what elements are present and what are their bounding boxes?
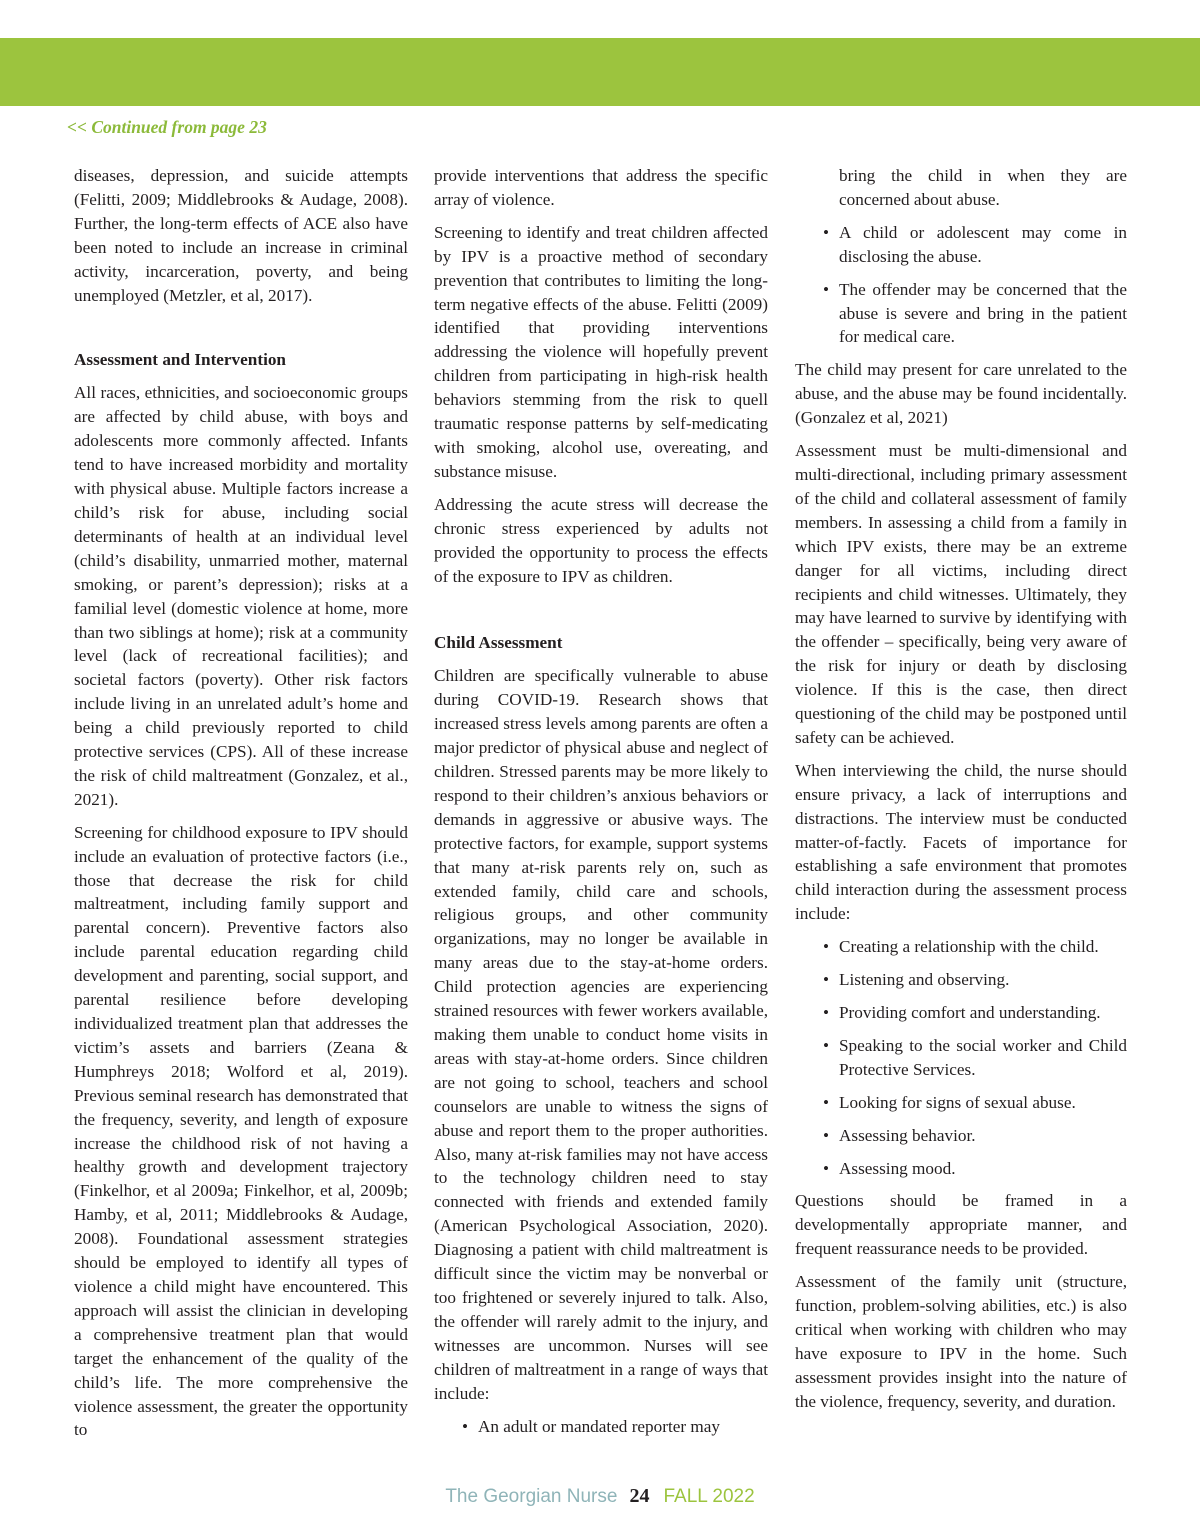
list-item-text: A child or adolescent may come in disclosing the abuse. bbox=[839, 222, 1127, 266]
paragraph: Screening to identify and treat children affected by IPV is a proactive method of secondary prevention that contributes to limiting the long-term negative effects of the abuse. Felitti (2009) identified that providing interventions addressing the violence will hopefully prevent children from participating in high-risk health behaviors stemming from the risk to quell traumatic response patterns by self-medicating with smoking, alcohol use, overeating, and substance misuse. bbox=[434, 222, 768, 481]
continued-from-link[interactable]: << Continued from page 23 bbox=[67, 117, 267, 137]
list-item-continuation: bring the child in when they are concerned about abuse. bbox=[839, 166, 1127, 209]
paragraph: All races, ethnicities, and socioeconomic groups are affected by child abuse, with boys and adolescents more commonly affected. Infants tend to have increased morbidity and mortality with physical abuse. Multiple factors increase a child’s risk for abuse, including social determinants of health at an individual level (child’s disability, unmarried mother, maternal smoking, or parent’s depression); risks at a familial level (domestic violence at home, more than two siblings at home); risk at a community level (lack of recreational facilities); and societal factors (poverty). Other risk factors include living in an unrelated adult’s home and being a child previously reported to child protective services (CPS). All of these increase the risk of child maltreatment (Gonzalez, et al., 2021). bbox=[74, 383, 408, 809]
list-item bbox=[795, 1091, 1127, 1115]
list-item-text: Looking for signs of sexual abuse. bbox=[839, 1092, 1076, 1112]
list-item bbox=[795, 968, 1127, 992]
header-color-band bbox=[0, 38, 1200, 106]
bullet-icon: • bbox=[823, 279, 830, 299]
list-item-text: The offender may be concerned that the abuse is severe and bring in the patient for medical care. bbox=[839, 279, 1127, 347]
bullet-icon: • bbox=[823, 1003, 830, 1022]
paragraph: diseases, depression, and suicide attempts (Felitti, 2009; Middlebrooks & Audage, 2008). Further, the long-term effects of ACE also have been noted to include an increase in criminal activity, incarceration, poverty, and being unemployed (Metzler, et al, 2017). bbox=[74, 166, 408, 305]
list-item bbox=[795, 1034, 1127, 1082]
paragraph: Screening for childhood exposure to IPV should include an evaluation of protective factors (i.e., those that decrease the risk for child maltreatment, including family support and parental concern). Preventive factors also include parental education regarding child development and parenting, social support, and parental resilience before developing individualized treatment plan that addresses the victim’s assets and barriers (Zeana & Humphreys 2018; Wolford et al, 2019). Previous seminal research has demonstrated that the frequency, severity, and length of exposure increase the childhood risk of not having a healthy growth and development trajectory (Finkelhor, et al 2009a; Finkelhor, et al, 2009b; Hamby, et al, 2011; Middlebrooks & Audage, 2008). Foundational assessment strategies should be employed to identify all types of violence a child might have encountered. This approach will assist the clinician in developing a comprehensive treatment plan that would target the enhancement of the quality of the child’s life. The more comprehensive the violence assessment, the greater the opportunity to bbox=[74, 822, 408, 1440]
bullet-icon: • bbox=[823, 937, 830, 957]
paragraph: When interviewing the child, the nurse should ensure privacy, a lack of interruptions and distractions. The interview must be conducted matter-of-factly. Facets of importance for establishing a safe environment that promotes child interaction during the assessment process include: bbox=[795, 760, 1127, 924]
section-heading-child-assessment: Child Assessment bbox=[434, 633, 563, 653]
publication-name: The Georgian Nurse bbox=[445, 1486, 618, 1507]
bullet-icon: • bbox=[823, 1158, 830, 1178]
column-2 bbox=[434, 164, 768, 1447]
bullet-icon: • bbox=[462, 1416, 469, 1436]
list-item-text: Assessing behavior. bbox=[839, 1125, 976, 1145]
page-number: 24 bbox=[629, 1485, 650, 1507]
bullet-icon: • bbox=[823, 1092, 830, 1112]
issue-label: FALL 2022 bbox=[663, 1486, 755, 1507]
list-item-text: Creating a relationship with the child. bbox=[839, 937, 1099, 957]
list-item bbox=[434, 1415, 768, 1439]
page-footer bbox=[0, 1485, 1200, 1508]
paragraph: The child may present for care unrelated to the abuse, and the abuse may be found incidentally. (Gonzalez et al, 2021) bbox=[795, 360, 1127, 428]
paragraph: Questions should be framed in a developmentally appropriate manner, and frequent reassurance needs to be provided. bbox=[795, 1191, 1127, 1259]
list-item bbox=[795, 1124, 1127, 1148]
paragraph: Children are specifically vulnerable to abuse during COVID-19. Research shows that increased stress levels among parents are often a major predictor of physical abuse and neglect of children. Stressed parents may be more likely to respond to their children’s anxious behaviors or demands in aggressive or abusive ways. The protective factors, for example, support systems that many at-risk parents rely on, such as extended family, child care and schools, religious groups, and other community organizations, may no longer be available in many areas due to the stay-at-home orders. Child protection agencies are experiencing strained resources with fewer workers available, making them unable to conduct home visits in areas with stay-at-home orders. Since children are not going to school, teachers and school counselors are unable to witness the signs of abuse and report them to the proper authorities. Also, many at-risk families may not have access to the technology children need to stay connected with friends and extended family (American Psychological Association, 2020). Diagnosing a patient with child maltreatment is difficult since the victim may be nonverbal or too frightened or severely injured to talk. Also, the offender will rarely admit to the injury, and witnesses are uncommon. Nurses will see children of maltreatment in a range of ways that include: bbox=[434, 666, 768, 1403]
list-item-text: An adult or mandated reporter may bbox=[478, 1416, 720, 1436]
paragraph: Addressing the acute stress will decrease the chronic stress experienced by adults not provided the opportunity to process the effects of the exposure to IPV as children. bbox=[434, 494, 768, 586]
bullet-icon: • bbox=[823, 1125, 830, 1145]
column-3 bbox=[795, 164, 1127, 1423]
list-item bbox=[795, 1157, 1127, 1181]
bullet-icon: • bbox=[823, 222, 830, 242]
bullet-list bbox=[795, 935, 1127, 1180]
list-item bbox=[795, 278, 1127, 350]
bullet-icon: • bbox=[823, 970, 830, 990]
list-item bbox=[795, 935, 1127, 959]
bullet-list bbox=[434, 1415, 768, 1439]
list-item-text: Providing comfort and understanding. bbox=[839, 1003, 1101, 1022]
paragraph: Assessment must be multi-dimensional and multi-directional, including primary assessment of the child and collateral assessment of family members. In assessing a child from a family in which IPV exists, there may be an extreme danger for all victims, including direct recipients and child witnesses. Ultimately, they may have learned to survive by identifying with the offender – specifically, being very aware of the risk for injury or death by disclosing violence. If this is the case, then direct questioning of the child may be postponed until safety can be achieved. bbox=[795, 441, 1127, 747]
list-item-text: Listening and observing. bbox=[839, 970, 1010, 990]
list-item-text: Speaking to the social worker and Child Protective Services. bbox=[839, 1035, 1127, 1079]
section-heading-assessment: Assessment and Intervention bbox=[74, 350, 286, 370]
list-item bbox=[795, 1001, 1127, 1025]
paragraph: provide interventions that address the specific array of violence. bbox=[434, 166, 768, 209]
list-item bbox=[795, 221, 1127, 269]
column-1 bbox=[74, 164, 408, 1451]
bullet-list bbox=[795, 221, 1127, 350]
paragraph: Assessment of the family unit (structure, function, problem-solving abilities, etc.) is also critical when working with children who may have exposure to IPV in the home. Such assessment provides insight into the nature of the violence, frequency, severity, and duration. bbox=[795, 1272, 1127, 1411]
list-item-text: Assessing mood. bbox=[839, 1158, 956, 1178]
bullet-icon: • bbox=[823, 1035, 830, 1055]
